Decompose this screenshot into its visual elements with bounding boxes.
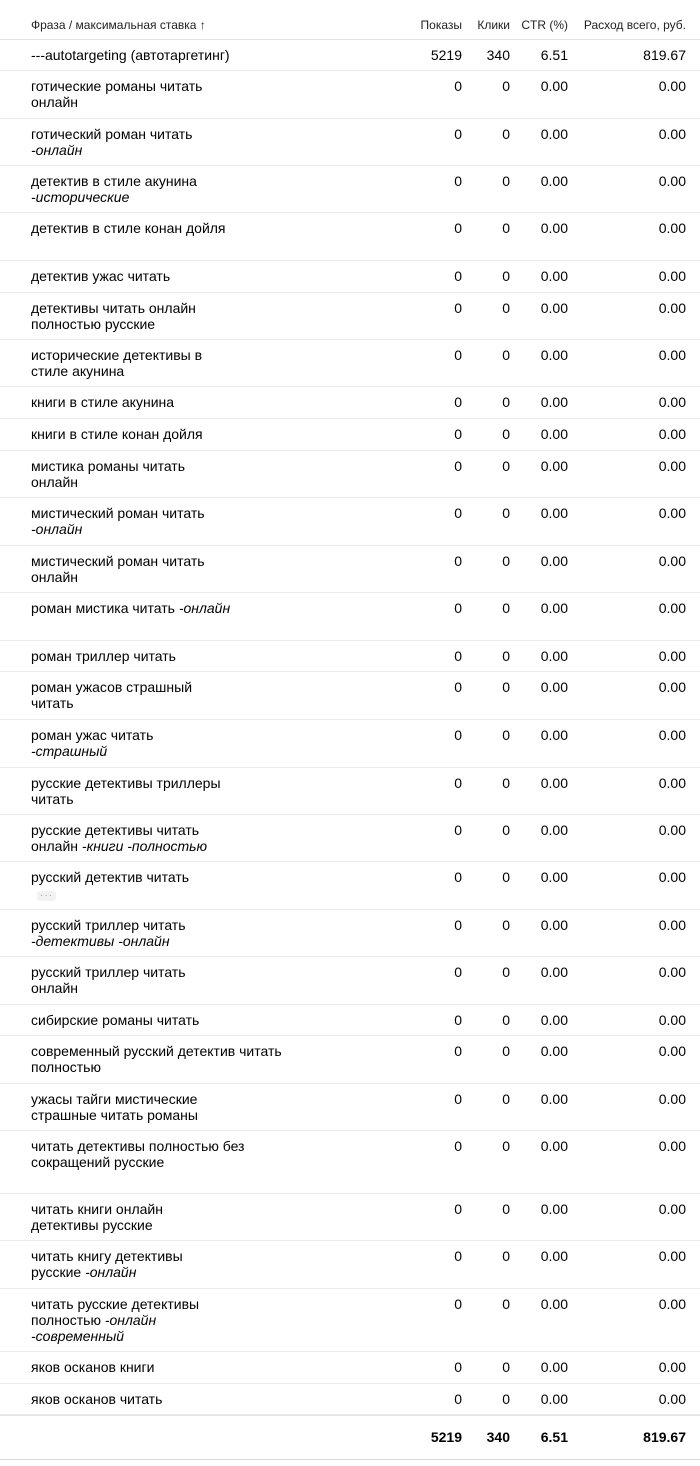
clicks-cell: 0	[502, 1138, 510, 1154]
clicks-cell: 0	[502, 648, 510, 664]
negative-keywords: -книги -полностью	[78, 838, 208, 854]
clicks-cell: 0	[502, 458, 510, 474]
spend-cell: 0.00	[658, 300, 686, 316]
clicks-cell: 0	[502, 220, 510, 236]
table-row	[0, 213, 700, 261]
clicks-cell: 0	[502, 775, 510, 791]
clicks-cell: 0	[502, 347, 510, 363]
phrase-text[interactable]	[31, 1012, 231, 1028]
phrase-cell	[0, 1289, 388, 1344]
phrase-cell	[0, 293, 388, 332]
table-row	[0, 1352, 700, 1384]
ctr-cell: 0.00	[540, 775, 568, 791]
clicks-cell: 0	[502, 394, 510, 410]
phrase-main: детектив в стиле конан дойля	[31, 220, 226, 236]
phrase-text[interactable]	[31, 220, 231, 236]
phrase-main: русские детективы читать онлайн	[31, 822, 200, 854]
shows-cell: 0	[454, 1138, 462, 1154]
ctr-cell: 0.00	[540, 917, 568, 933]
clicks-cell: 0	[502, 1248, 510, 1264]
phrase-text[interactable]	[31, 1391, 231, 1407]
table-row	[0, 672, 700, 720]
clicks-cell: 0	[502, 1091, 510, 1107]
shows-cell: 5219	[430, 47, 462, 63]
table-row	[0, 293, 700, 340]
phrase-cell	[0, 862, 388, 901]
ctr-cell: 0.00	[540, 300, 568, 316]
table-row	[0, 1036, 700, 1084]
phrase-text[interactable]	[31, 126, 231, 158]
phrase-cell	[0, 166, 388, 205]
phrase-main: русский триллер читать	[31, 917, 186, 933]
clicks-cell: 0	[502, 1391, 510, 1407]
spend-cell: 0.00	[658, 822, 686, 838]
spend-cell: 0.00	[658, 775, 686, 791]
shows-cell: 0	[454, 347, 462, 363]
phrase-cell	[0, 1131, 388, 1170]
table-row	[0, 1005, 700, 1036]
negative-keywords: -онлайн	[174, 600, 231, 616]
phrase-text[interactable]	[31, 553, 231, 585]
phrase-cell	[0, 261, 388, 284]
phrase-cell	[0, 71, 388, 110]
phrase-text[interactable]	[31, 775, 231, 807]
table-row	[0, 387, 700, 419]
ctr-cell: 0.00	[540, 727, 568, 743]
table-row	[0, 593, 700, 641]
ctr-cell: 0.00	[540, 1201, 568, 1217]
spend-cell: 0.00	[658, 1012, 686, 1028]
phrase-text[interactable]	[31, 78, 231, 110]
phrase-main: читать детективы полностью без сокращений русские	[31, 1138, 245, 1170]
shows-cell: 0	[454, 822, 462, 838]
table-row	[0, 720, 700, 768]
phrase-cell	[0, 387, 388, 410]
phrase-text[interactable]	[31, 173, 231, 205]
shows-cell: 0	[454, 1248, 462, 1264]
shows-cell: 0	[454, 869, 462, 885]
phrase-text[interactable]	[31, 347, 231, 379]
spend-cell: 0.00	[658, 1201, 686, 1217]
clicks-cell: 340	[486, 47, 510, 63]
ctr-cell: 0.00	[540, 173, 568, 189]
spend-cell: 0.00	[658, 727, 686, 743]
phrase-text[interactable]	[31, 1138, 291, 1170]
phrase-main: ---autotargeting (автотаргетинг)	[31, 47, 230, 63]
shows-cell: 0	[454, 1391, 462, 1407]
shows-cell: 0	[454, 600, 462, 616]
spend-cell: 0.00	[658, 347, 686, 363]
spend-cell: 0.00	[658, 1248, 686, 1264]
ctr-cell: 0.00	[540, 1138, 568, 1154]
spend-cell: 0.00	[658, 1091, 686, 1107]
phrase-text[interactable]	[31, 679, 231, 711]
table-row	[0, 498, 700, 546]
clicks-cell: 0	[502, 1359, 510, 1375]
shows-cell: 0	[454, 727, 462, 743]
column-header-ctr[interactable]: CTR (%)	[521, 18, 568, 32]
spend-cell: 0.00	[658, 268, 686, 284]
spend-cell: 0.00	[658, 1138, 686, 1154]
clicks-cell: 0	[502, 869, 510, 885]
table-row	[0, 40, 700, 71]
phrase-main: русский триллер читать онлайн	[31, 964, 186, 996]
clicks-cell: 0	[502, 917, 510, 933]
table-row	[0, 1289, 700, 1352]
clicks-cell: 0	[502, 1296, 510, 1312]
table-row	[0, 119, 700, 166]
phrase-text[interactable]	[31, 458, 231, 490]
phrase-main: мистика романы читать онлайн	[31, 458, 186, 490]
phrase-cell	[0, 593, 388, 616]
spend-cell: 0.00	[658, 1391, 686, 1407]
table-row	[0, 910, 700, 957]
shows-cell: 0	[454, 964, 462, 980]
spend-cell: 0.00	[658, 1043, 686, 1059]
spend-cell: 0.00	[658, 600, 686, 616]
phrase-cell	[0, 451, 388, 490]
spend-cell: 0.00	[658, 394, 686, 410]
ctr-cell: 0.00	[540, 1248, 568, 1264]
total-clicks: 340	[486, 1429, 510, 1445]
ctr-cell: 0.00	[540, 600, 568, 616]
negative-keywords: -онлайн	[31, 142, 83, 158]
phrase-cell	[0, 340, 388, 379]
phrase-text[interactable]	[31, 648, 231, 664]
ctr-cell: 0.00	[540, 1359, 568, 1375]
table-row	[0, 1084, 700, 1131]
phrase-main: читать книгу детективы русские	[31, 1248, 183, 1280]
phrase-main: ужасы тайги мистические страшные читать романы	[31, 1091, 198, 1123]
ctr-cell: 0.00	[540, 220, 568, 236]
ctr-cell: 0.00	[540, 78, 568, 94]
ctr-cell: 0.00	[540, 268, 568, 284]
table-row	[0, 261, 700, 293]
phrase-main: читать русские детективы полностью	[31, 1296, 200, 1328]
phrase-main: детективы читать онлайн полностью русские	[31, 300, 196, 332]
phrase-main: яков осканов читать	[31, 1391, 163, 1407]
phrase-main: роман ужасов страшный читать	[31, 679, 193, 711]
clicks-cell: 0	[502, 300, 510, 316]
spend-cell: 0.00	[658, 505, 686, 521]
table-row	[0, 166, 700, 213]
negative-keywords: -онлайн	[81, 1264, 137, 1280]
table-row	[0, 641, 700, 672]
phrase-text[interactable]	[31, 917, 231, 949]
shows-cell: 0	[454, 553, 462, 569]
shows-cell: 0	[454, 679, 462, 695]
phrase-text[interactable]	[31, 600, 231, 616]
phrase-cell	[0, 1194, 388, 1233]
spend-cell: 0.00	[658, 426, 686, 442]
phrase-text[interactable]	[31, 1248, 231, 1280]
ctr-cell: 0.00	[540, 1391, 568, 1407]
clicks-cell: 0	[502, 727, 510, 743]
shows-cell: 0	[454, 394, 462, 410]
phrase-cell	[0, 119, 388, 158]
clicks-cell: 0	[502, 679, 510, 695]
spend-cell: 0.00	[658, 220, 686, 236]
shows-cell: 0	[454, 1091, 462, 1107]
shows-cell: 0	[454, 300, 462, 316]
shows-cell: 0	[454, 1043, 462, 1059]
column-header-spend[interactable]: Расход всего, руб.	[583, 18, 686, 32]
phrase-main: роман ужас читать	[31, 727, 154, 743]
column-header-phrase[interactable]: Фраза / максимальная ставка ↑	[31, 18, 206, 32]
phrase-cell	[0, 1036, 388, 1075]
negative-keywords: -страшный	[31, 743, 108, 759]
clicks-cell: 0	[502, 505, 510, 521]
ctr-cell: 0.00	[540, 1091, 568, 1107]
spend-cell: 819.67	[643, 47, 686, 63]
phrase-cell	[0, 1241, 388, 1280]
shows-cell: 0	[454, 775, 462, 791]
phrase-main: детектив в стиле акунина	[31, 173, 197, 189]
clicks-cell: 0	[502, 173, 510, 189]
phrase-text[interactable]	[31, 426, 231, 442]
phrase-main: современный русский детектив читать полностью	[31, 1043, 282, 1075]
shows-cell: 0	[454, 505, 462, 521]
clicks-cell: 0	[502, 1012, 510, 1028]
phrase-text[interactable]	[31, 1091, 231, 1123]
ctr-cell: 6.51	[540, 47, 568, 63]
shows-cell: 0	[454, 917, 462, 933]
negative-keywords: -онлайн	[31, 521, 83, 537]
spend-cell: 0.00	[658, 917, 686, 933]
table-row	[0, 768, 700, 815]
shows-cell: 0	[454, 173, 462, 189]
spend-cell: 0.00	[658, 869, 686, 885]
phrase-cell	[0, 641, 388, 664]
phrase-main: читать книги онлайн детективы русские	[31, 1201, 163, 1233]
ctr-cell: 0.00	[540, 505, 568, 521]
table-row	[0, 1131, 700, 1194]
phrase-text[interactable]	[31, 727, 231, 759]
totals-row	[0, 1415, 700, 1460]
spend-cell: 0.00	[658, 553, 686, 569]
phrase-main: готические романы читать онлайн	[31, 78, 203, 110]
phrase-text[interactable]	[31, 964, 231, 996]
phrase-cell	[0, 546, 388, 585]
phrase-main: готический роман читать	[31, 126, 193, 142]
shows-cell: 0	[454, 78, 462, 94]
phrase-cell	[0, 419, 388, 442]
phrase-text[interactable]	[31, 505, 231, 537]
ctr-cell: 0.00	[540, 126, 568, 142]
phrase-main: книги в стиле акунина	[31, 394, 175, 410]
shows-cell: 0	[454, 458, 462, 474]
table-header	[0, 0, 700, 40]
phrase-main: детектив ужас читать	[31, 268, 171, 284]
phrase-cell	[0, 672, 388, 711]
total-spend: 819.67	[643, 1429, 686, 1445]
phrase-cell	[0, 815, 388, 854]
phrase-main: книги в стиле конан дойля	[31, 426, 203, 442]
clicks-cell: 0	[502, 600, 510, 616]
clicks-cell: 0	[502, 1201, 510, 1217]
shows-cell: 0	[454, 268, 462, 284]
phrase-text[interactable]	[31, 394, 231, 410]
clicks-cell: 0	[502, 78, 510, 94]
clicks-cell: 0	[502, 822, 510, 838]
total-shows: 5219	[430, 1429, 462, 1445]
table-row	[0, 1194, 700, 1241]
ctr-cell: 0.00	[540, 1043, 568, 1059]
table-row	[0, 340, 700, 387]
spend-cell: 0.00	[658, 1359, 686, 1375]
clicks-cell: 0	[502, 1043, 510, 1059]
clicks-cell: 0	[502, 553, 510, 569]
phrase-cell	[0, 1005, 388, 1028]
shows-cell: 0	[454, 126, 462, 142]
shows-cell: 0	[454, 426, 462, 442]
phrase-main: сибирские романы читать	[31, 1012, 200, 1028]
shows-cell: 0	[454, 1296, 462, 1312]
clicks-cell: 0	[502, 126, 510, 142]
table-row	[0, 957, 700, 1005]
phrase-cell	[0, 957, 388, 996]
phrase-text[interactable]	[31, 47, 231, 63]
phrase-cell	[0, 720, 388, 759]
ctr-cell: 0.00	[540, 964, 568, 980]
spend-cell: 0.00	[658, 648, 686, 664]
ctr-cell: 0.00	[540, 553, 568, 569]
shows-cell: 0	[454, 1012, 462, 1028]
phrase-main: русские детективы триллеры читать	[31, 775, 221, 807]
phrase-text[interactable]	[31, 822, 231, 854]
more-negatives-button[interactable]: ···	[37, 891, 56, 901]
phrase-main: русский детектив читать	[31, 869, 190, 885]
phrase-cell	[0, 1384, 388, 1407]
ctr-cell: 0.00	[540, 648, 568, 664]
phrase-main: роман мистика читать	[31, 600, 175, 616]
spend-cell: 0.00	[658, 173, 686, 189]
table-row	[0, 451, 700, 498]
clicks-cell: 0	[502, 426, 510, 442]
phrase-main: исторические детективы в стиле акунина	[31, 347, 203, 379]
table-row	[0, 546, 700, 593]
column-header-clicks[interactable]: Клики	[477, 18, 510, 32]
phrase-text[interactable]	[31, 1359, 231, 1375]
phrase-text[interactable]	[31, 300, 231, 332]
table-row	[0, 1241, 700, 1289]
phrase-cell	[0, 768, 388, 807]
spend-cell: 0.00	[658, 679, 686, 695]
shows-cell: 0	[454, 1201, 462, 1217]
column-header-shows[interactable]: Показы	[420, 18, 462, 32]
ctr-cell: 0.00	[540, 426, 568, 442]
phrase-cell	[0, 40, 388, 63]
table-row	[0, 815, 700, 862]
negative-keywords: -онлайн -современный	[31, 1312, 157, 1344]
phrase-main: роман триллер читать	[31, 648, 176, 664]
spend-cell: 0.00	[658, 458, 686, 474]
table-row	[0, 1384, 700, 1415]
table-row	[0, 71, 700, 119]
ctr-cell: 0.00	[540, 869, 568, 885]
table-row	[0, 862, 700, 910]
total-ctr: 6.51	[540, 1429, 568, 1445]
phrase-cell	[0, 498, 388, 537]
phrase-cell	[0, 1352, 388, 1375]
phrase-cell	[0, 1084, 388, 1123]
phrase-main: мистический роман читать	[31, 505, 205, 521]
ctr-cell: 0.00	[540, 347, 568, 363]
ctr-cell: 0.00	[540, 822, 568, 838]
ctr-cell: 0.00	[540, 1296, 568, 1312]
spend-cell: 0.00	[658, 1296, 686, 1312]
spend-cell: 0.00	[658, 126, 686, 142]
totals-label-cell	[0, 1416, 388, 1429]
ctr-cell: 0.00	[540, 679, 568, 695]
phrase-main: яков осканов книги	[31, 1359, 155, 1375]
ctr-cell: 0.00	[540, 458, 568, 474]
table-row	[0, 419, 700, 451]
table-body	[0, 40, 700, 1415]
ctr-cell: 0.00	[540, 1012, 568, 1028]
spend-cell: 0.00	[658, 78, 686, 94]
phrase-text[interactable]	[31, 869, 231, 885]
phrase-cell	[0, 213, 388, 236]
clicks-cell: 0	[502, 964, 510, 980]
phrase-text[interactable]	[31, 1296, 231, 1344]
shows-cell: 0	[454, 220, 462, 236]
phrase-text[interactable]	[31, 268, 231, 284]
shows-cell: 0	[454, 648, 462, 664]
negative-keywords: -исторические	[31, 189, 130, 205]
shows-cell: 0	[454, 1359, 462, 1375]
clicks-cell: 0	[502, 268, 510, 284]
spend-cell: 0.00	[658, 964, 686, 980]
ctr-cell: 0.00	[540, 394, 568, 410]
phrase-text[interactable]	[31, 1201, 231, 1233]
negative-keywords: -детективы -онлайн	[31, 933, 170, 949]
phrase-main: мистический роман читать онлайн	[31, 553, 205, 585]
phrase-text[interactable]	[31, 1043, 291, 1075]
phrase-cell	[0, 910, 388, 949]
